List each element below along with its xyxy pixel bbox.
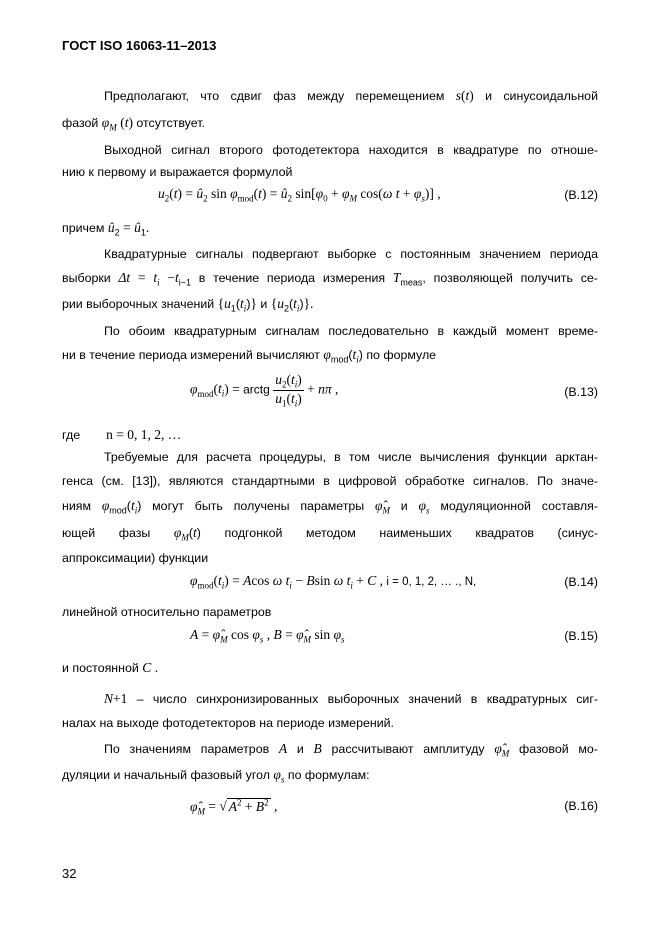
paragraph-line: ниям $\varphi_{mod}(t_i)$ могут быть получены параметры $\varphî_M$ и $\varphi_s$ модуляционной составля- (62, 498, 598, 516)
paragraph-line: ни в течение периода измерений вычисляют $\varphi_{mod}(t_i)$ по формуле (62, 347, 437, 365)
equation-number: (B.16) (564, 799, 598, 813)
equation-number: (B.15) (564, 629, 598, 643)
paragraph-line: Квадратурные сигналы подвергают выборке с постоянным значением периода (104, 247, 598, 261)
equation-b14: $\varphi_{mod}(t_i) = Acos$ ω $t_i - Bsin$ ω $t_i + C$ , i = 0, 1, 2, … ., N, (190, 573, 477, 591)
equation-number: (B.12) (564, 188, 598, 202)
paragraph-line: По значениям параметров A и B рассчитывают амплитуду $\varphî_M$ фазовой мо- (104, 741, 598, 759)
paragraph-line: аппроксимации) функции (62, 551, 209, 565)
paragraph-line: и постоянной C . (62, 660, 159, 675)
paragraph-line: ющей фазы $\varphi_M(t)$ подгонкой методом наименьших квадратов (синус- (62, 525, 598, 543)
paragraph-line: фазой $\varphi_M$ (t) отсутствует. (62, 115, 205, 133)
paragraph-line: нию к первому и выражается формулой (62, 165, 293, 179)
paragraph-line: Выходной сигнал второго фотодетектора находится в квадратуре по отноше- (104, 143, 598, 157)
equation-number: (B.14) (564, 575, 598, 589)
equation-b13: $\varphi_{mod}(t_i)$ = arctg $\frac{u_2(t_i)}{u_1(t_i)}$ + nπ , (190, 372, 339, 409)
paragraph-line: налах на выходе фотодетекторов на периоде измерений. (62, 716, 394, 730)
document-header: ГОСТ ISO 16063-11–2013 (62, 38, 217, 53)
paragraph-line: линейной относительно параметров (62, 605, 272, 619)
paragraph-line: генса (см. [13]), являются стандартными в цифровой обработке сигналов. По значе- (62, 474, 598, 488)
paragraph-line: дуляции и начальный фазовый угол $\varphi_s$ по формулам: (62, 767, 370, 785)
paragraph-line: N+1 – число синхронизированных выборочных значений в квадратурных сиг- (104, 691, 598, 706)
paragraph-line: По обоим квадратурным сигналам последовательно в каждый момент време- (104, 324, 598, 338)
paragraph-line: Предполагают, что сдвиг фаз между перемещением s(t) и синусоидальной (104, 88, 598, 103)
paragraph-line: выборки $\Delta t = t_i -t_{i-1}$ в течение периода измерения $T_{meas}$, позволяющей получить се- (62, 270, 598, 288)
equation-number: (B.13) (564, 385, 598, 399)
equation-b15: $A = \varphî_M$ $\cos \varphi_s$ , $B = \varphî_M$ $\sin \varphi_s$ (190, 627, 345, 645)
paragraph-line: рии выборочных значений $\{u_1(t_i)\}$ и $\{u_2(t_i)\}$. (62, 296, 314, 314)
equation-b16: $\varphî_M$ = √ $A^2 + B^2$ , (190, 797, 278, 817)
paragraph-line: Требуемые для расчета процедуры, в том числе вычисления функции арктан- (104, 450, 598, 464)
equation-b12: $u_2(t)$ = $û_2$ $\sin \varphi_{mod}(t)$ = $û_2$ $\sin[\varphi_0 + \varphi_M$ cos(ω $t + \varphi_s$)] , (158, 186, 441, 204)
page-number: 32 (62, 866, 77, 881)
paragraph-line: причем $û_2$ = $û_1$. (62, 220, 150, 238)
paragraph-line: где n = 0, 1, 2, … (62, 427, 182, 442)
